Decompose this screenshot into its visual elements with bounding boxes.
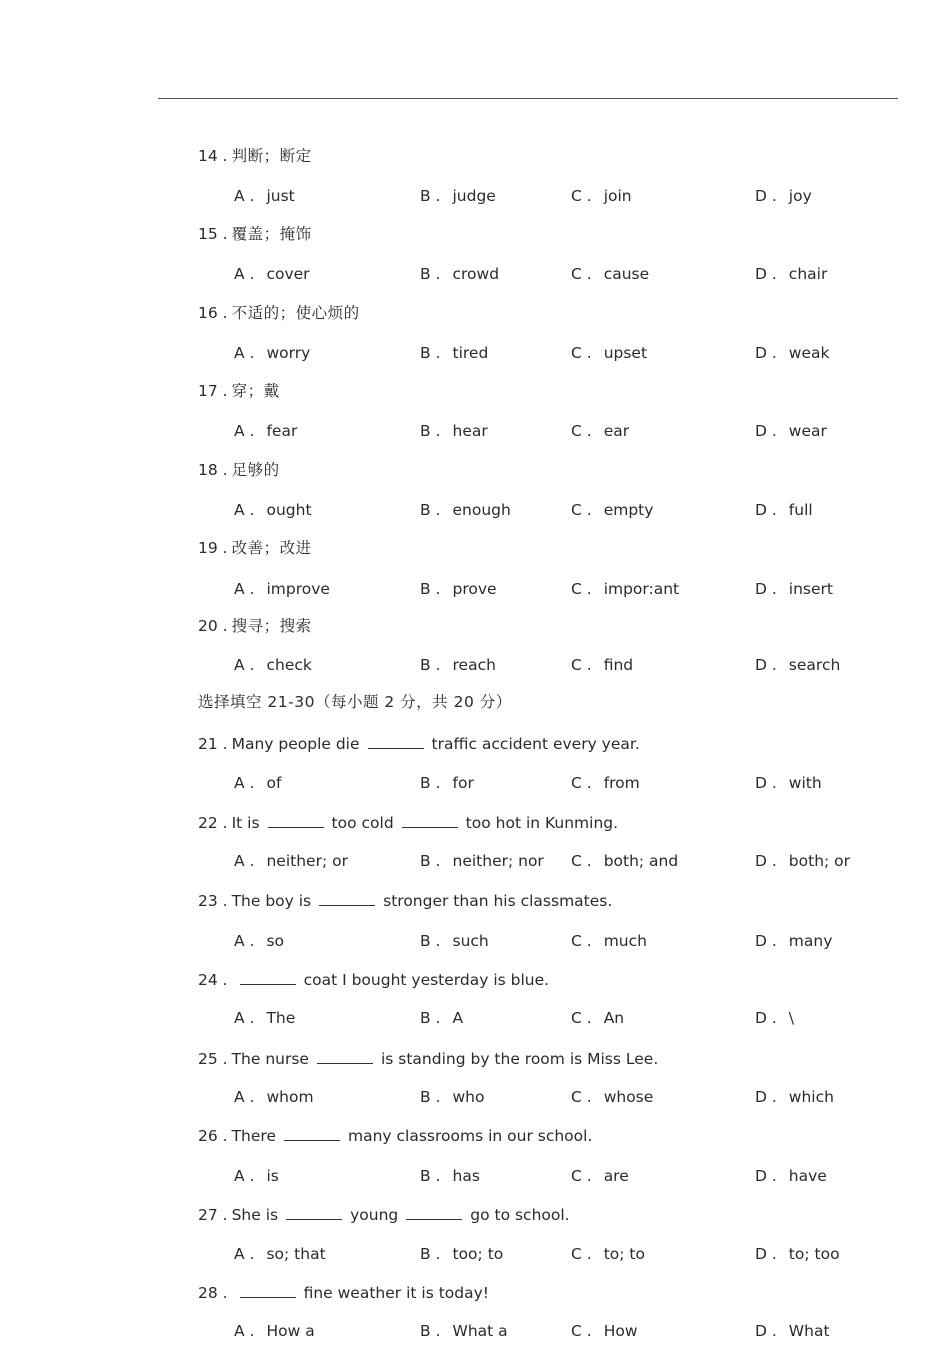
option-text: upset [603, 344, 648, 362]
options-row [0, 1161, 950, 1191]
option-c[interactable] [571, 1239, 645, 1269]
option-text: prove [452, 580, 497, 598]
option-c[interactable] [571, 259, 649, 289]
option-letter: B . [420, 1322, 441, 1340]
option-text: enough [452, 501, 511, 519]
stem-text: 判断；断定 [231, 147, 312, 165]
option-d[interactable] [755, 1316, 830, 1346]
options-row [0, 1082, 950, 1112]
option-a[interactable] [234, 495, 312, 525]
question-stem [0, 1044, 950, 1074]
option-c[interactable] [571, 926, 647, 956]
stem-text: The nurse [231, 1050, 309, 1068]
question-stem [0, 298, 950, 328]
option-letter: A . [234, 344, 255, 362]
answer-blank [240, 1283, 296, 1298]
option-text: An [603, 1009, 625, 1027]
option-d[interactable] [755, 846, 850, 876]
options-row [0, 926, 950, 956]
option-letter: A . [234, 580, 255, 598]
option-letter: B . [420, 1088, 441, 1106]
option-text: whose [603, 1088, 654, 1106]
question-stem [0, 219, 950, 249]
option-letter: D . [755, 422, 777, 440]
stem-text: It is [231, 814, 260, 832]
option-a[interactable] [234, 1161, 279, 1191]
option-letter: B . [420, 422, 441, 440]
option-b[interactable] [420, 768, 474, 798]
stem-text: too hot in Kunming. [465, 814, 619, 832]
option-letter: A . [234, 656, 255, 674]
option-letter: B . [420, 580, 441, 598]
option-text: worry [266, 344, 311, 362]
question-number: 17 . [198, 382, 228, 400]
stem-text: The boy is [231, 892, 312, 910]
option-text: find [603, 656, 634, 674]
option-d[interactable] [755, 768, 822, 798]
option-letter: D . [755, 1245, 777, 1263]
option-d[interactable] [755, 574, 833, 604]
option-text: cover [266, 265, 310, 283]
option-letter: C . [571, 422, 592, 440]
option-text: search [788, 656, 841, 674]
option-letter: B . [420, 932, 441, 950]
question-number: 16 . [198, 304, 228, 322]
options-row [0, 181, 950, 211]
question-stem [0, 376, 950, 406]
option-letter: C . [571, 1088, 592, 1106]
option-text: of [266, 774, 282, 792]
question-text [198, 298, 360, 328]
option-letter: C . [571, 774, 592, 792]
option-text: A [452, 1009, 464, 1027]
option-letter: D . [755, 1167, 777, 1185]
option-letter: C . [571, 932, 592, 950]
options-row [0, 574, 950, 604]
option-text: wear [788, 422, 827, 440]
option-letter: C . [571, 580, 592, 598]
question-number: 22 . [198, 814, 228, 832]
option-letter: D . [755, 187, 777, 205]
option-letter: D . [755, 501, 777, 519]
options-row [0, 495, 950, 525]
option-letter: D . [755, 1009, 777, 1027]
option-d[interactable] [755, 1082, 834, 1112]
option-text: too; to [452, 1245, 504, 1263]
option-c[interactable] [571, 768, 640, 798]
question-number: 21 . [198, 735, 228, 753]
option-text: weak [788, 344, 830, 362]
option-b[interactable] [420, 846, 544, 876]
option-letter: B . [420, 1245, 441, 1263]
option-c[interactable] [571, 181, 632, 211]
option-letter: D . [755, 344, 777, 362]
question-stem [0, 1278, 950, 1308]
option-text: so [266, 932, 285, 950]
option-d[interactable] [755, 181, 812, 211]
option-d[interactable] [755, 1003, 794, 1033]
question-text [198, 533, 312, 563]
stem-text: 覆盖；掩饰 [231, 225, 312, 243]
option-letter: C . [571, 852, 592, 870]
options-row [0, 846, 950, 876]
stem-text: 穿；戴 [231, 382, 280, 400]
question-text [198, 1278, 489, 1308]
stem-text: 改善；改进 [231, 539, 312, 557]
option-letter: C . [571, 344, 592, 362]
option-text: impor:ant [603, 580, 680, 598]
stem-text: fine weather it is today! [303, 1284, 489, 1302]
option-letter: A . [234, 1009, 255, 1027]
option-b[interactable] [420, 1239, 503, 1269]
header-rule [158, 98, 898, 99]
answer-blank [317, 1049, 373, 1064]
option-letter: A . [234, 1322, 255, 1340]
stem-text: She is [231, 1206, 279, 1224]
option-letter: A . [234, 932, 255, 950]
option-letter: A . [234, 1167, 255, 1185]
option-b[interactable] [420, 181, 496, 211]
option-text: How [603, 1322, 638, 1340]
option-letter: C . [571, 1009, 592, 1027]
question-text [198, 886, 612, 916]
question-stem [0, 965, 950, 995]
option-letter: D . [755, 774, 777, 792]
option-text: both; or [788, 852, 851, 870]
option-text: How a [266, 1322, 315, 1340]
question-number: 19 . [198, 539, 228, 557]
option-letter: D . [755, 932, 777, 950]
option-text: both; and [603, 852, 679, 870]
answer-blank [319, 891, 375, 906]
option-text: hear [452, 422, 488, 440]
option-b[interactable] [420, 495, 511, 525]
option-b[interactable] [420, 259, 499, 289]
option-d[interactable] [755, 1161, 827, 1191]
option-text: neither; nor [452, 852, 544, 870]
question-stem [0, 808, 950, 838]
question-number: 26 . [198, 1127, 228, 1145]
question-text [198, 141, 312, 171]
option-c[interactable] [571, 1161, 629, 1191]
question-number: 24 . [198, 971, 228, 989]
question-text [198, 1121, 592, 1151]
option-text: judge [452, 187, 496, 205]
answer-blank [240, 970, 296, 985]
option-b[interactable] [420, 1003, 463, 1033]
option-text: reach [452, 656, 496, 674]
options-row [0, 416, 950, 446]
stem-text: young [350, 1206, 399, 1224]
option-text: just [266, 187, 295, 205]
question-stem [0, 1200, 950, 1230]
option-letter: A . [234, 1088, 255, 1106]
option-a[interactable] [234, 1003, 295, 1033]
answer-blank [286, 1205, 342, 1220]
option-letter: A . [234, 852, 255, 870]
stem-text: 不适的；使心烦的 [231, 304, 360, 322]
option-text: full [788, 501, 813, 519]
option-text: ought [266, 501, 312, 519]
option-text: who [452, 1088, 485, 1106]
option-letter: B . [420, 187, 441, 205]
answer-blank [406, 1205, 462, 1220]
option-d[interactable] [755, 926, 832, 956]
option-text: many [788, 932, 833, 950]
option-c[interactable] [571, 416, 629, 446]
option-text: improve [266, 580, 330, 598]
stem-text: 足够的 [231, 461, 280, 479]
option-text: What a [452, 1322, 508, 1340]
option-text: which [788, 1088, 834, 1106]
option-text: join [603, 187, 632, 205]
stem-text: go to school. [470, 1206, 570, 1224]
option-d[interactable] [755, 1239, 840, 1269]
option-c[interactable] [571, 650, 633, 680]
option-text: to; too [788, 1245, 840, 1263]
option-letter: D . [755, 1088, 777, 1106]
option-text: cause [603, 265, 650, 283]
options-row [0, 1316, 950, 1346]
question-stem [0, 455, 950, 485]
option-b[interactable] [420, 650, 496, 680]
answer-blank [402, 813, 458, 828]
option-d[interactable] [755, 495, 813, 525]
option-letter: D . [755, 1322, 777, 1340]
options-row [0, 338, 950, 368]
option-letter: C . [571, 1322, 592, 1340]
option-letter: A . [234, 1245, 255, 1263]
option-c[interactable] [571, 495, 653, 525]
option-letter: B . [420, 656, 441, 674]
question-text [198, 808, 618, 838]
option-letter: C . [571, 265, 592, 283]
option-letter: B . [420, 344, 441, 362]
answer-blank [268, 813, 324, 828]
option-text: neither; or [266, 852, 348, 870]
stem-text: 搜寻；搜索 [231, 617, 312, 635]
option-text: \ [788, 1009, 795, 1027]
question-number: 15 . [198, 225, 228, 243]
options-row [0, 259, 950, 289]
question-text [198, 455, 280, 485]
option-text: for [452, 774, 474, 792]
option-a[interactable] [234, 650, 312, 680]
option-d[interactable] [755, 650, 840, 680]
option-a[interactable] [234, 259, 310, 289]
stem-text: There [231, 1127, 276, 1145]
option-a[interactable] [234, 768, 281, 798]
option-a[interactable] [234, 846, 348, 876]
stem-text: stronger than his classmates. [383, 892, 613, 910]
option-text: have [788, 1167, 827, 1185]
option-text: is [266, 1167, 279, 1185]
option-letter: B . [420, 1167, 441, 1185]
option-text: insert [788, 580, 833, 598]
options-row [0, 1239, 950, 1269]
option-c[interactable] [571, 1082, 653, 1112]
option-letter: B . [420, 501, 441, 519]
option-letter: D . [755, 852, 777, 870]
option-b[interactable] [420, 926, 489, 956]
option-letter: C . [571, 656, 592, 674]
option-text: are [603, 1167, 629, 1185]
option-b[interactable] [420, 1082, 484, 1112]
stem-text: many classrooms in our school. [347, 1127, 593, 1145]
option-text: fear [266, 422, 298, 440]
option-a[interactable] [234, 574, 330, 604]
option-c[interactable] [571, 1316, 638, 1346]
question-text [198, 729, 640, 759]
option-letter: B . [420, 774, 441, 792]
question-number: 20 . [198, 617, 228, 635]
question-text [198, 1044, 658, 1074]
option-text: chair [788, 265, 828, 283]
question-text [198, 1200, 570, 1230]
option-letter: B . [420, 852, 441, 870]
option-text: crowd [452, 265, 500, 283]
option-text: to; to [603, 1245, 645, 1263]
option-letter: A . [234, 774, 255, 792]
section-heading-line [0, 687, 950, 717]
option-letter: A . [234, 422, 255, 440]
question-number: 23 . [198, 892, 228, 910]
options-row [0, 768, 950, 798]
question-number: 27 . [198, 1206, 228, 1224]
option-b[interactable] [420, 1316, 508, 1346]
question-number: 28 . [198, 1284, 228, 1302]
option-text: so; that [266, 1245, 326, 1263]
option-text: The [266, 1009, 296, 1027]
option-text: has [452, 1167, 480, 1185]
option-a[interactable] [234, 1316, 315, 1346]
option-letter: D . [755, 265, 777, 283]
option-d[interactable] [755, 416, 827, 446]
option-text: check [266, 656, 312, 674]
option-letter: A . [234, 187, 255, 205]
question-text [198, 965, 549, 995]
option-b[interactable] [420, 416, 488, 446]
option-text: ear [603, 422, 630, 440]
options-row [0, 650, 950, 680]
option-letter: B . [420, 1009, 441, 1027]
option-text: such [452, 932, 489, 950]
option-text: empty [603, 501, 654, 519]
options-row [0, 1003, 950, 1033]
option-text: whom [266, 1088, 314, 1106]
stem-text: traffic accident every year. [431, 735, 640, 753]
stem-text: is standing by the room is Miss Lee. [380, 1050, 659, 1068]
option-b[interactable] [420, 574, 497, 604]
question-text [198, 611, 312, 641]
option-c[interactable] [571, 574, 679, 604]
answer-blank [284, 1126, 340, 1141]
option-a[interactable] [234, 338, 310, 368]
question-number: 14 . [198, 147, 228, 165]
stem-text: too cold [331, 814, 394, 832]
question-number: 18 . [198, 461, 228, 479]
answer-blank [368, 734, 424, 749]
question-number: 25 . [198, 1050, 228, 1068]
option-a[interactable] [234, 926, 284, 956]
option-text: from [603, 774, 640, 792]
option-letter: A . [234, 501, 255, 519]
section-heading: 选择填空 21-30（每小题 2 分，共 20 分） [198, 693, 512, 711]
option-text: with [788, 774, 822, 792]
option-letter: C . [571, 187, 592, 205]
option-c[interactable] [571, 1003, 624, 1033]
option-a[interactable] [234, 1082, 314, 1112]
option-text: What [788, 1322, 830, 1340]
option-b[interactable] [420, 1161, 480, 1191]
option-text: tired [452, 344, 489, 362]
option-letter: A . [234, 265, 255, 283]
option-letter: C . [571, 501, 592, 519]
question-text [198, 376, 280, 406]
question-stem [0, 141, 950, 171]
option-a[interactable] [234, 181, 295, 211]
stem-text: Many people die [231, 735, 360, 753]
option-c[interactable] [571, 846, 678, 876]
option-d[interactable] [755, 259, 827, 289]
option-a[interactable] [234, 416, 297, 446]
question-stem [0, 886, 950, 916]
question-stem [0, 611, 950, 641]
option-letter: D . [755, 656, 777, 674]
question-stem [0, 533, 950, 563]
question-stem [0, 1121, 950, 1151]
option-a[interactable] [234, 1239, 326, 1269]
question-text [198, 219, 312, 249]
option-text: much [603, 932, 647, 950]
option-letter: C . [571, 1245, 592, 1263]
option-text: joy [788, 187, 812, 205]
stem-text: coat I bought yesterday is blue. [303, 971, 550, 989]
option-b[interactable] [420, 338, 488, 368]
option-d[interactable] [755, 338, 829, 368]
option-c[interactable] [571, 338, 647, 368]
option-letter: C . [571, 1167, 592, 1185]
question-stem [0, 729, 950, 759]
option-letter: D . [755, 580, 777, 598]
option-letter: B . [420, 265, 441, 283]
